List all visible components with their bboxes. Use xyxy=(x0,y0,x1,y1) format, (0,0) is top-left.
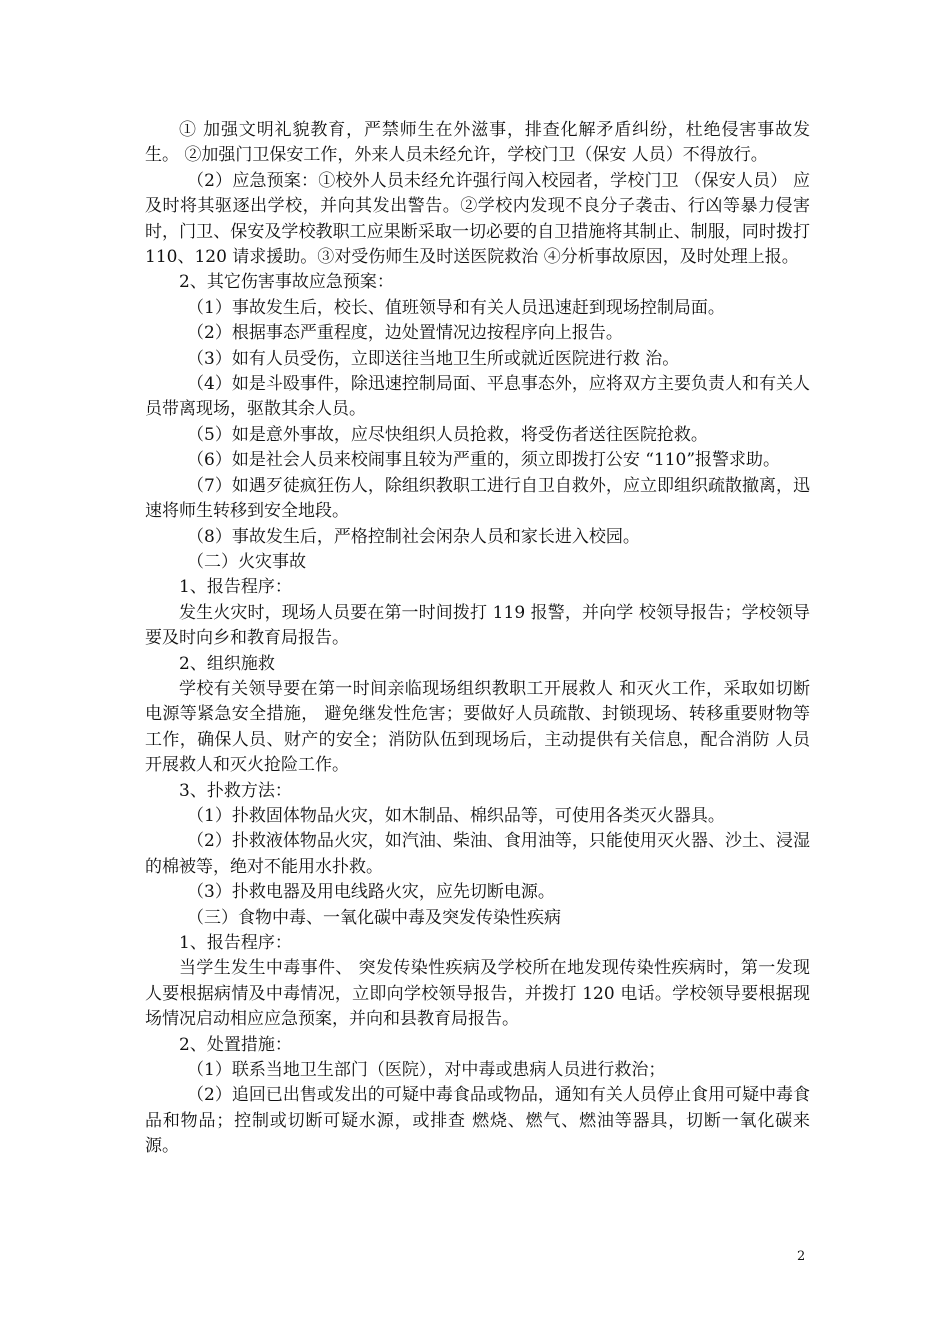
paragraph: （5）如是意外事故，应尽快组织人员抢救，将受伤者送往医院抢救。 xyxy=(187,424,708,445)
paragraph: 当学生发生中毒事件、 突发传染性疾病及学校所在地发现传染性疾病时，第一发现人要根据病情及中毒情况，立即向学校领导报告，并拨打 120 电话。学校领导要根据现场情况启动相应应急预案，并向和县教育局报告。 xyxy=(145,958,810,1030)
paragraph: （8）事故发生后，严格控制社会闲杂人员和家长进入校园。 xyxy=(187,526,640,547)
subheading: 1、报告程序： xyxy=(179,933,292,953)
subheading: 3、扑救方法： xyxy=(179,780,292,801)
paragraph: （2）根据事态严重程度，边处置情况边按程序向上报告。 xyxy=(187,323,623,344)
paragraph: （3）扑救电器及用电线路火灾，应先切断电源。 xyxy=(187,882,555,903)
subheading: 2、组织施救 xyxy=(179,653,275,674)
paragraph: 发生火灾时，现场人员要在第一时间拨打 119 报警，并向学 校领导报告；学校领导要及时向乡和教育局报告。 xyxy=(145,602,810,649)
paragraph: 2、其它伤害事故应急预案： xyxy=(179,272,394,293)
paragraph: （1）联系当地卫生部门（医院），对中毒或患病人员进行救治； xyxy=(187,1060,666,1081)
document-body xyxy=(145,118,810,1160)
paragraph: （4）如是斗殴事件，除迅速控制局面、平息事态外，应将双方主要负责人和有关人员带离现场，驱散其余人员。 xyxy=(145,374,810,420)
paragraph: （1）扑救固体物品火灾，如木制品、棉织品等，可使用各类灭火器具。 xyxy=(187,805,725,826)
paragraph: （6）如是社会人员来校闹事且较为严重的，须立即拨打公安 “110”报警求助。 xyxy=(187,450,781,471)
paragraph: （3）如有人员受伤，立即送往当地卫生所或就近医院进行救 治。 xyxy=(187,348,680,369)
section-heading: （二）火灾事故 xyxy=(187,551,306,572)
paragraph: 学校有关领导要在第一时间亲临现场组织教职工开展救人 和灭火工作，采取如切断电源等紧急安全措施， 避免继发性危害；要做好人员疏散、封锁现场、转移重要财物等工作，确保人员、财产的安全；消防队伍到现场后，主动提供有关信息，配合消防 人员开展救人和灭火抢险工作。 xyxy=(145,678,810,776)
section-heading: （三）食物中毒、一氧化碳中毒及突发传染性疾病 xyxy=(187,907,561,928)
paragraph: （2）扑救液体物品火灾，如汽油、柴油、食用油等，只能使用灭火器、沙土、浸湿的棉被等，绝对不能用水扑救。 xyxy=(145,831,810,877)
paragraph: （2）追回已出售或发出的可疑中毒食品或物品，通知有关人员停止食用可疑中毒食品和物品；控制或切断可疑水源，或排查 燃烧、燃气、燃油等器具，切断一氧化碳来源。 xyxy=(145,1085,810,1157)
paragraph: （1）事故发生后，校长、值班领导和有关人员迅速赶到现场控制局面。 xyxy=(187,297,725,318)
subheading: 2、处置措施： xyxy=(179,1034,292,1055)
page-number: 2 xyxy=(797,1249,806,1264)
subheading: 1、报告程序： xyxy=(179,577,292,598)
paragraph: ① 加强文明礼貌教育，严禁师生在外滋事，排查化解矛盾纠纷，杜绝侵害事故发生。 ②加强门卫保安工作，外来人员未经允许，学校门卫（保安 人员）不得放行。 xyxy=(145,120,810,166)
paragraph: （7）如遇歹徒疯狂伤人，除组织教职工进行自卫自救外，应立即组织疏散撤离，迅速将师生转移到安全地段。 xyxy=(145,475,810,522)
paragraph: （2）应急预案：①校外人员未经允许强行闯入校园者，学校门卫 （保安人员） 应及时将其驱逐出学校，并向其发出警告。②学校内发现不良分子袭击、行凶等暴力侵害时，门卫、保安及学校教职工应果断采取一切必要的自卫措施将其制止、制服，同时拨打 110、120 请求援助。③对受伤师生及时送医院救治 ④分析事故原因，及时处理上报。 xyxy=(145,170,810,268)
